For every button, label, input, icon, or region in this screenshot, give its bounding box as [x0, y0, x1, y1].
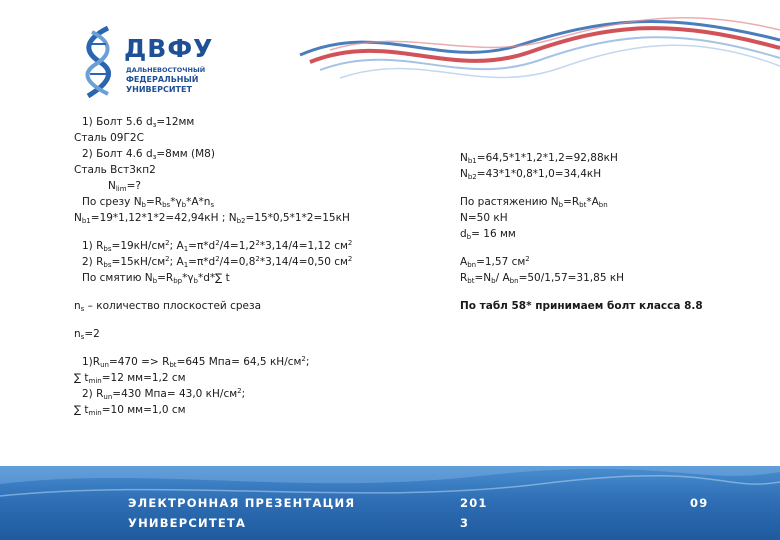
footer-page-number: 09 [690, 496, 709, 510]
logo-line-3: УНИВЕРСИТЕТ [126, 85, 192, 94]
tmin-1-line: ∑ $t_{min}=12$ мм=1,2 см [74, 372, 186, 385]
shear-planes-definition: $n_s$ – количество плоскостей среза [74, 300, 262, 313]
steel-1-line: Сталь 09Г2С [74, 132, 144, 144]
logo-line-1: ДАЛЬНЕВОСТОЧНЫЙ [126, 66, 206, 74]
dna-helix-icon [78, 26, 120, 98]
net-area-line: $A_{bn}=1,57$ $см^2$ [460, 255, 530, 269]
logo-title: ДВФУ [124, 34, 214, 63]
nb1-result-line: $N_{b1}=64,5*1*1,2*1,2=92,88кН$ [460, 152, 618, 165]
bearing-formula-line: По смятию $N_b=R_{bp}*\gamma_b*d*\sum$ t [82, 272, 230, 285]
conclusion-line: По табл 58* принимаем болт класса 8.8 [460, 300, 703, 312]
nlim-line: $N_{lim}=$? [108, 180, 141, 193]
area-1-line: 1) $R_{bs}=19кН/см^2$; $A_1=\pi*d^2/4=1,2^2*3,14/4=1,12$ $см^2$ [82, 239, 353, 253]
university-logo [78, 26, 278, 106]
shear-result-line: $N_{b1}=19*1,12*1*2=42,94кН$ ; $N_{b2}=15*0,5*1*2=15кН$ [74, 212, 350, 225]
left-calculation-column [74, 114, 414, 418]
steel-2-line: Сталь Вст3кп2 [74, 164, 156, 176]
area-2-line: 2) $R_{bs}=15кН/см^2$; $A_1=\pi*d^2/4=0,8^2*3,14/4=0,50$ $см^2$ [82, 255, 353, 269]
diameter-line: $d_b= 16$ мм [460, 228, 516, 241]
strength-1-line: $1)R_{un}=470 => R_{bt}=645$ Мпа= 64,5 $кН/см^2$; [82, 355, 310, 369]
footer-presentation-label: ЭЛЕКТРОННАЯ ПРЕЗЕНТАЦИЯ УНИВЕРСИТЕТА [128, 496, 356, 530]
bolt-1-line: 1) Болт 5.6 $d_з=12мм$ [82, 116, 195, 129]
footer-bar [0, 466, 780, 540]
load-line: N=50 кН [460, 212, 508, 224]
footer-year: 201 3 [460, 496, 488, 530]
shear-planes-value: $n_s=2$ [74, 328, 100, 341]
nb2-result-line: $N_{b2}=43*1*0,8*1,0=34,4кН$ [460, 168, 602, 181]
logo-line-2: ФЕДЕРАЛЬНЫЙ [126, 75, 199, 84]
strength-2-line: 2) $R_{un}=430$ Мпа= 43,0 $кН/см^2$; [82, 387, 246, 401]
tmin-2-line: ∑ $t_{min}=10$ мм=1,0 см [74, 404, 186, 417]
shear-formula-line: По срезу $N_b=R_{bs}*\gamma_b*A*n_s$ [82, 196, 215, 209]
tension-result-line: $R_{bt}=N_b/$ $A_{bn}=50/1,57=31,85$ кН [460, 272, 625, 285]
tension-formula-line: По растяжению $N_b=R_{bt}*A_{bn}$ [460, 196, 608, 209]
right-calculation-column [460, 150, 760, 314]
footer-wave-decoration [0, 466, 780, 540]
bolt-2-line: 2) Болт 4.6 $d_з=8мм$ (М8) [82, 148, 215, 161]
